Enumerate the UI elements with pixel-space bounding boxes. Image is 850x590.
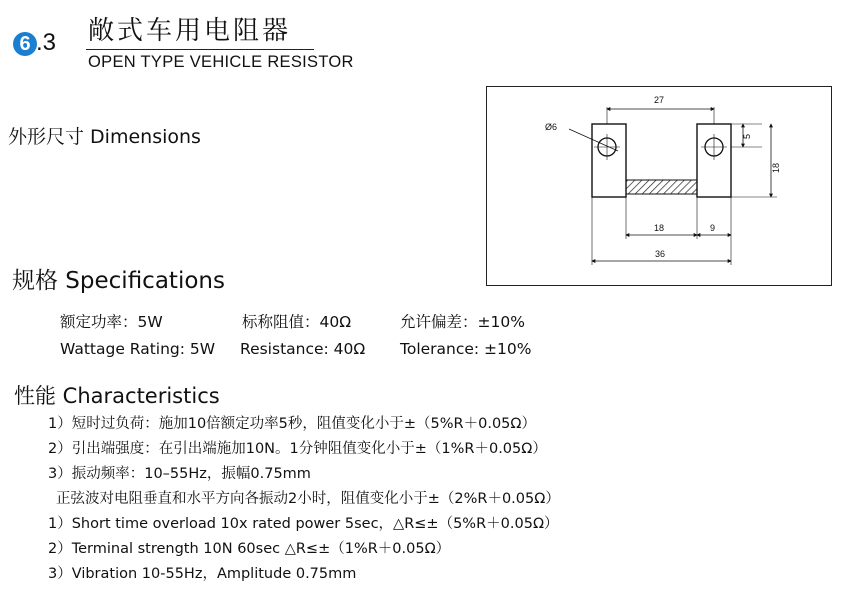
- left-terminal: [592, 124, 626, 197]
- title-underline: [86, 49, 314, 50]
- dim-top-label: 27: [654, 95, 665, 105]
- specifications-heading: 规格 Specifications: [12, 268, 225, 294]
- dim-total-label: 36: [655, 249, 666, 259]
- spec-wattage-cn: 额定功率：5W: [60, 313, 163, 331]
- characteristic-item: 2）引出端强度：在引出端施加10N。1分钟阻值变化小于±（1%R＋0.05Ω）: [48, 441, 547, 457]
- characteristic-item: 3）振动频率：10–55Hz，振幅0.75mm: [48, 466, 311, 482]
- page-title-en: OPEN TYPE VEHICLE RESISTOR: [88, 53, 354, 71]
- section-number-badge: 6: [13, 32, 37, 56]
- spec-resistance-en: Resistance: 40Ω: [240, 340, 366, 358]
- characteristics-heading: 性能 Characteristics: [14, 384, 220, 408]
- hole-diameter-label: Ø6: [545, 122, 558, 132]
- characteristic-item: 1）Short time overload 10x rated power 5sec，△R≤±（5%R＋0.05Ω）: [48, 516, 559, 532]
- page-title-cn: 敞式车用电阻器: [88, 16, 292, 46]
- spec-resistance-cn: 标称阻值：40Ω: [242, 313, 352, 331]
- characteristic-item: 2）Terminal strength 10N 60sec △R≤±（1%R＋0.05Ω）: [48, 541, 451, 557]
- characteristic-item: 1）短时过负荷：施加10倍额定功率5秒，阻值变化小于±（5%R＋0.05Ω）: [48, 416, 536, 432]
- resistor-element: [626, 180, 697, 194]
- dimension-drawing: [486, 86, 832, 286]
- spec-tolerance-cn: 允许偏差：±10%: [400, 313, 525, 331]
- section-number-suffix: .3: [36, 29, 57, 56]
- characteristic-item: 3）Vibration 10-55Hz，Amplitude 0.75mm: [48, 566, 357, 582]
- dimension-drawing-svg: [487, 87, 833, 287]
- dim-mid-label: 18: [654, 223, 665, 233]
- spec-wattage-en: Wattage Rating: 5W: [60, 340, 216, 358]
- hole-leader: [569, 129, 618, 151]
- dim-side-label: 5: [742, 133, 752, 139]
- characteristic-item: 正弦波对电阻垂直和水平方向各振动2小时，阻值变化小于±（2%R＋0.05Ω）: [56, 491, 560, 507]
- spec-tolerance-en: Tolerance: ±10%: [400, 340, 532, 358]
- dim-height-label: 18: [771, 162, 781, 173]
- dimensions-heading: 外形尺寸 Dimensions: [8, 126, 201, 148]
- dim-right-label: 9: [710, 223, 716, 233]
